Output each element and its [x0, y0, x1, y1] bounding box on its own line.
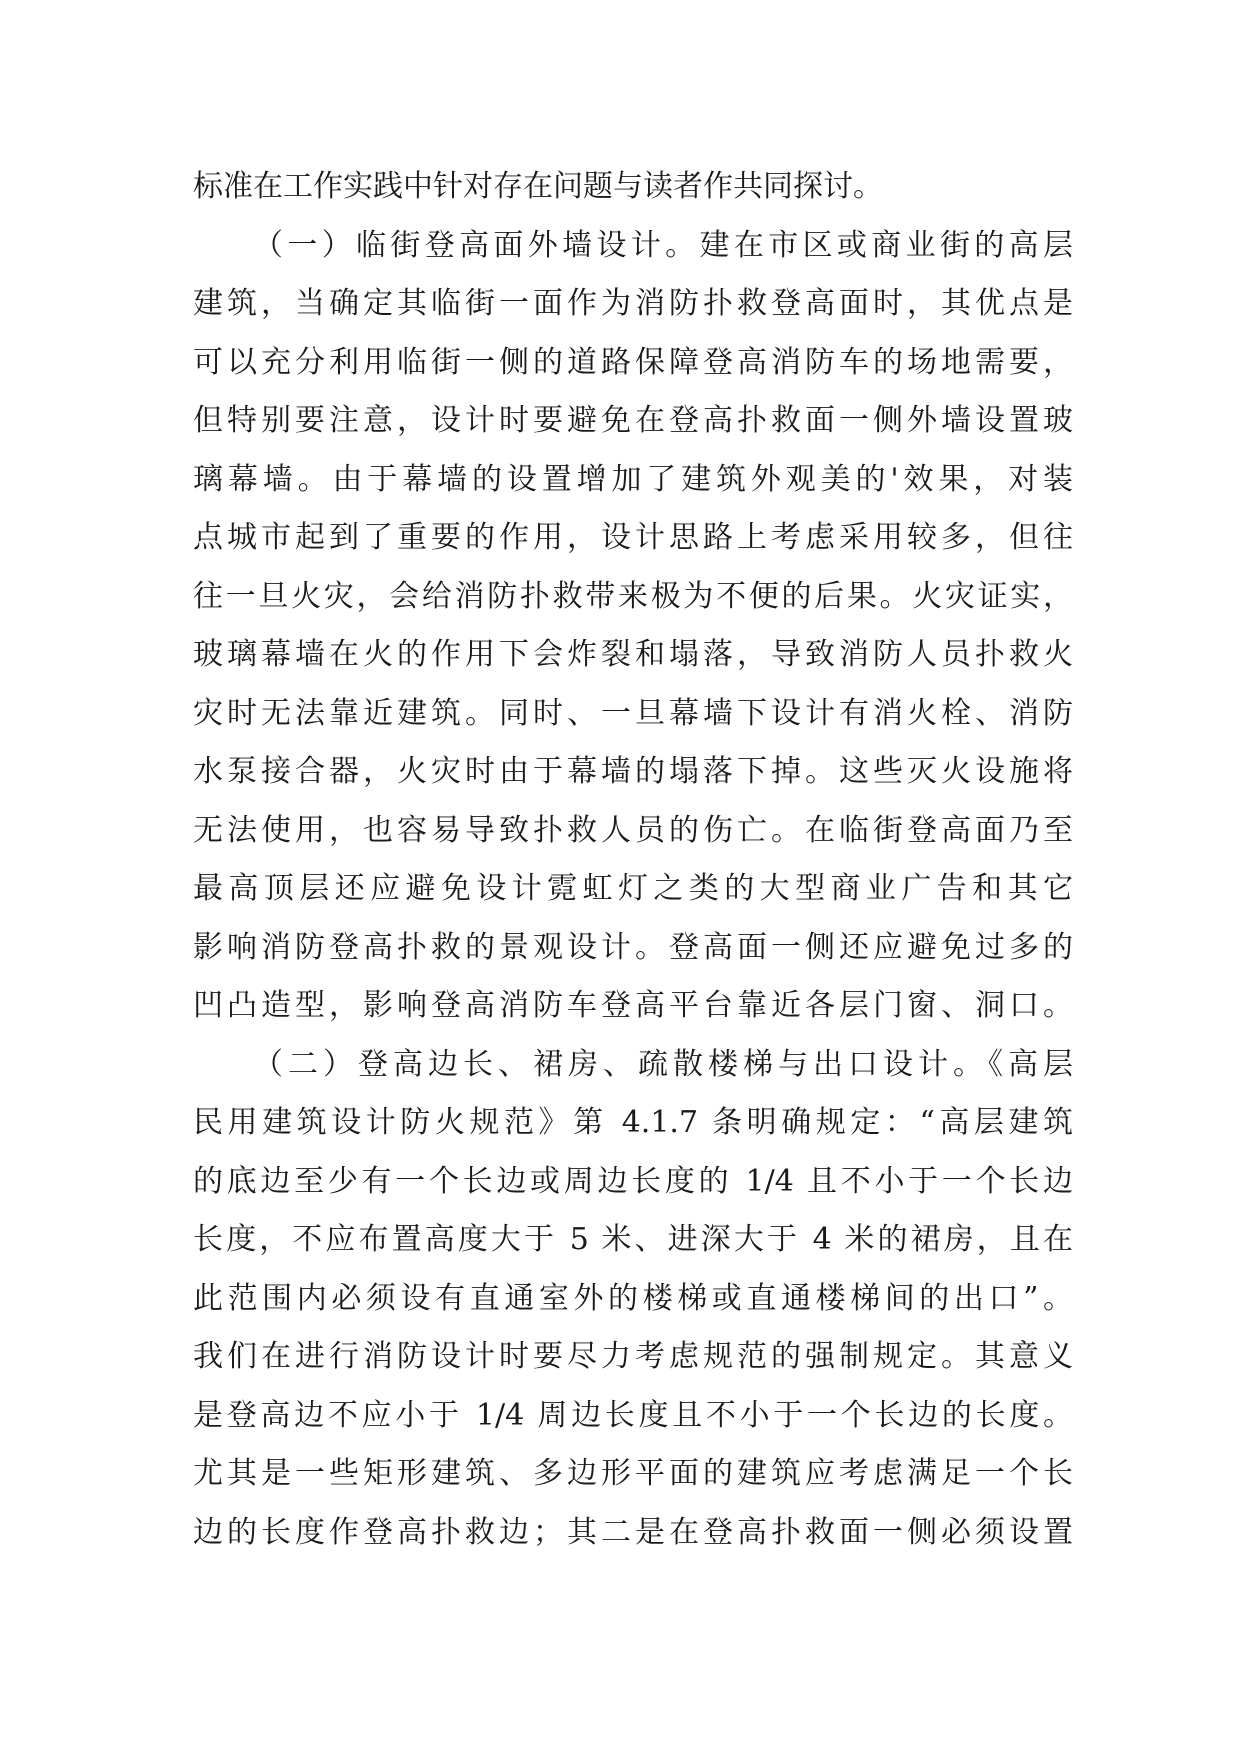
- text-line: 此范围内必须设有直通室外的楼梯或直通楼梯间的出口”。: [193, 1280, 1073, 1316]
- text-line: 的底边至少有一个长边或周边长度的 1/4 且不小于一个长边: [193, 1163, 1073, 1199]
- text-line: 尤其是一些矩形建筑、多边形平面的建筑应考虑满足一个长: [193, 1456, 1073, 1491]
- text-line: 是登高边不应小于 1/4 周边长度且不小于一个长边的长度。: [193, 1397, 1073, 1433]
- text-line: 点城市起到了重要的作用，设计思路上考虑采用较多，但往: [193, 520, 1073, 555]
- text-line: 我们在进行消防设计时要尽力考虑规范的强制规定。其意义: [193, 1339, 1073, 1374]
- text-line: 影响消防登高扑救的景观设计。登高面一侧还应避免过多的: [193, 929, 1073, 965]
- body-text: [193, 158, 1073, 1562]
- text-line: 璃幕墙。由于幕墙的设置增加了建筑外观美的'效果，对装: [193, 461, 1073, 497]
- text-line: 灾时无法靠近建筑。同时、一旦幕墙下设计有消火栓、消防: [193, 695, 1073, 731]
- text-line: 但特别要注意，设计时要避免在登高扑救面一侧外墙设置玻: [193, 403, 1073, 438]
- text-line: 无法使用，也容易导致扑救人员的伤亡。在临街登高面乃至: [193, 812, 1073, 848]
- text-line: 凹凸造型，影响登高消防车登高平台靠近各层门窗、洞口。: [193, 988, 1073, 1023]
- text-line: 水泵接合器，火灾时由于幕墙的塌落下掉。这些灭火设施将: [193, 754, 1073, 789]
- text-line: 标准在工作实践中针对存在问题与读者作共同探讨。: [193, 169, 883, 204]
- text-line: 往一旦火灾，会给消防扑救带来极为不便的后果。火灾证实，: [193, 578, 1073, 614]
- text-line: 民用建筑设计防火规范》第 4.1.7 条明确规定：“高层建筑: [193, 1105, 1073, 1140]
- text-line: 玻璃幕墙在火的作用下会炸裂和塌落，导致消防人员扑救火: [193, 637, 1073, 672]
- text-line: 边的长度作登高扑救边；其二是在登高扑救面一侧必须设置: [193, 1514, 1073, 1550]
- text-line: 长度，不应布置高度大于 5 米、进深大于 4 米的裙房，且在: [193, 1222, 1073, 1257]
- paragraph-start-line: （二）登高边长、裙房、疏散楼梯与出口设计。《高层: [253, 1046, 1073, 1082]
- text-line: 建筑，当确定其临街一面作为消防扑救登高面时，其优点是: [193, 286, 1073, 321]
- text-line: 可以充分利用临街一侧的道路保障登高消防车的场地需要，: [193, 344, 1073, 380]
- paragraph-start-line: （一）临街登高面外墙设计。建在市区或商业街的高层: [253, 227, 1073, 263]
- text-line: 最高顶层还应避免设计霓虹灯之类的大型商业广告和其它: [193, 871, 1073, 906]
